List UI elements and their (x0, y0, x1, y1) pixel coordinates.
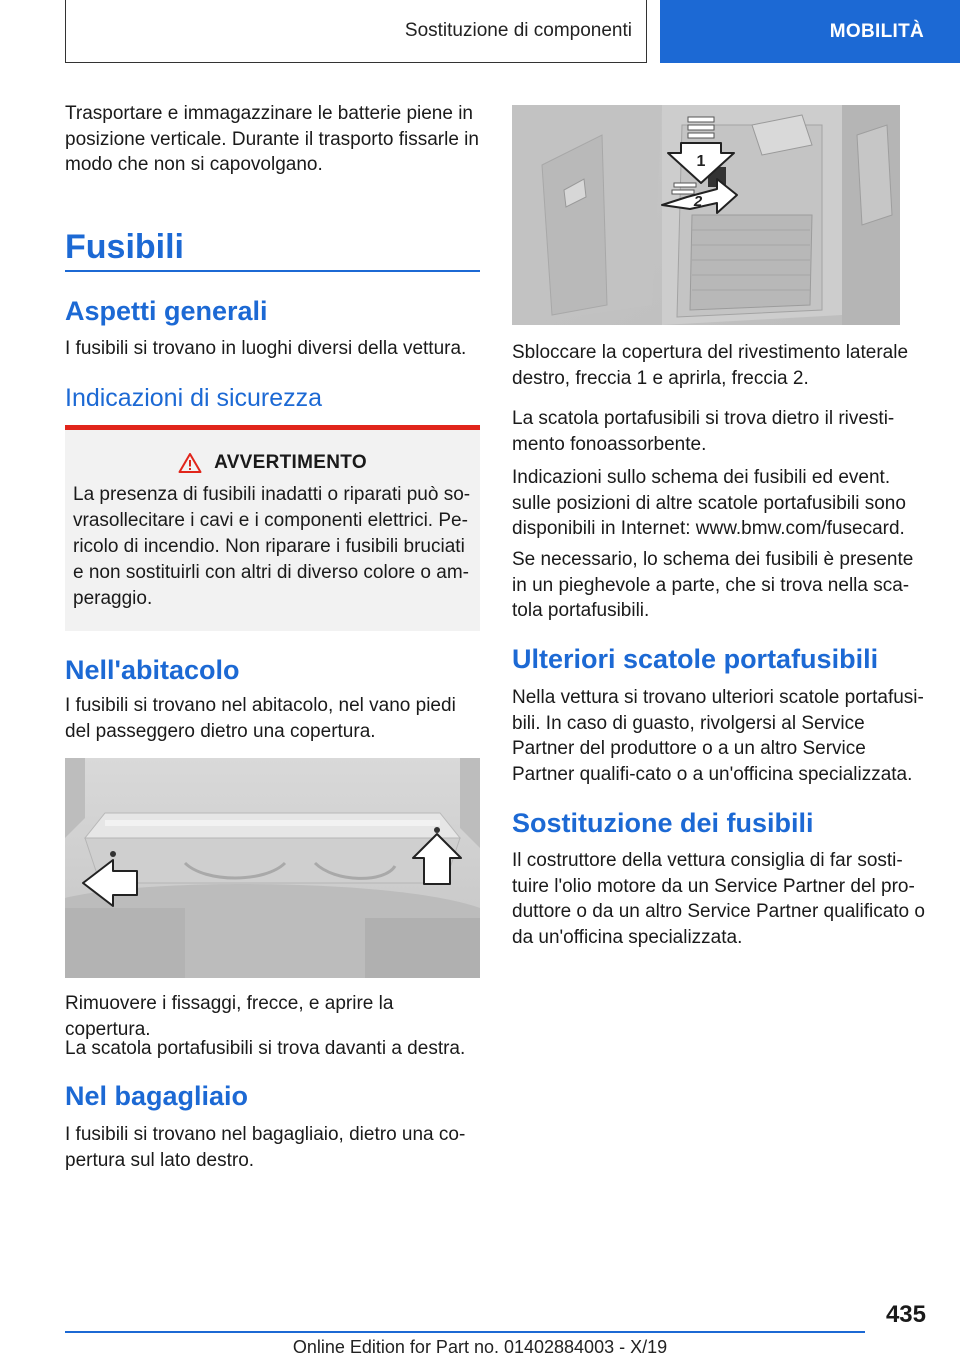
cabin-location: La scatola portafusibili si trova davanti a destra. (65, 1038, 466, 1059)
warning-header (73, 452, 472, 474)
warning-label: AVVERTIMENTO (214, 452, 367, 473)
more-fuseboxes-heading: Ulteriori scatole portafusibili (512, 644, 879, 674)
warning-box (65, 425, 480, 631)
intro-paragraph: Trasportare e immagazzinare le batterie piene in posizione verticale. Durante il trasporto fissarle in modo che non si capovolgano. (65, 103, 479, 175)
page-number: 435 (885, 1301, 926, 1328)
replace-fuses-text: Il costruttore della vettura consiglia di far sosti-tuire l'olio motore da un Service Partner del pro-duttore o da un altro Service Partner qualificato o da un'officina specializzata. (512, 850, 925, 948)
chapter-tab (660, 0, 960, 63)
edition-footer: Online Edition for Part no. 01402884003 - X/19 (292, 1337, 668, 1357)
replace-fuses-heading: Sostituzione dei fusibili (512, 808, 814, 838)
arrow-1-label: 1 (696, 153, 706, 170)
title-divider (65, 270, 480, 272)
general-heading: Aspetti generali (65, 296, 268, 326)
chapter-title: MOBILITÀ (829, 20, 924, 42)
safety-heading: Indicazioni di sicurezza (65, 384, 323, 412)
cabin-text: I fusibili si trovano nel abitacolo, nel vano piedi del passeggero dietro una copertura. (65, 695, 456, 742)
trunk-fusebox-figure (512, 105, 900, 325)
more-fuseboxes-text: Nella vettura si trovano ulteriori scatole portafusi-bili. In caso di guasto, rivolgersi al Service Partner del produttore o a un altro Service Partner qualifi-cato o a un'officina specializzata. (512, 687, 924, 785)
general-text: I fusibili si trovano in luoghi diversi della vettura. (65, 338, 467, 359)
warning-triangle-icon (178, 452, 202, 474)
cabin-fusebox-figure (65, 758, 480, 978)
cabin-heading: Nell'abitacolo (65, 655, 240, 685)
arrow-2-label: 2 (693, 193, 703, 210)
trunk-text: I fusibili si trovano nel bagagliaio, dietro una co-pertura sul lato destro. (65, 1124, 466, 1171)
section-title: Sostituzione di componenti (404, 20, 632, 41)
trunk-location: La scatola portafusibili si trova dietro il rivesti-mento fonoassorbente. (512, 408, 895, 455)
section-header-tab (65, 0, 647, 63)
schema-foldout: Se necessario, lo schema dei fusibili è presente in un pieghevole a parte, che si trova nella sca-tola portafusibili. (512, 549, 914, 621)
cabin-caption: Rimuovere i fissaggi, frecce, e aprire la copertura. (65, 993, 394, 1040)
warning-text: La presenza di fusibili inadatti o riparati può so-vrasollecitare i cavi e i componenti elettrici. Pe-ricolo di incendio. Non riparare i fusibili bruciati e non sostituirli con altri di diverso colore o am-peraggio. (73, 484, 471, 609)
footer-divider (65, 1331, 865, 1333)
trunk-heading: Nel bagagliaio (65, 1081, 249, 1111)
schema-info: Indicazioni sullo schema dei fusibili ed event. sulle posizioni di altre scatole portafusibili sono disponibili in Internet: www.bmw.com/fusecard. (512, 467, 906, 539)
trunk-caption: Sbloccare la copertura del rivestimento laterale destro, freccia 1 e aprirla, freccia 2. (512, 342, 909, 389)
page-title: Fusibili (65, 228, 184, 266)
